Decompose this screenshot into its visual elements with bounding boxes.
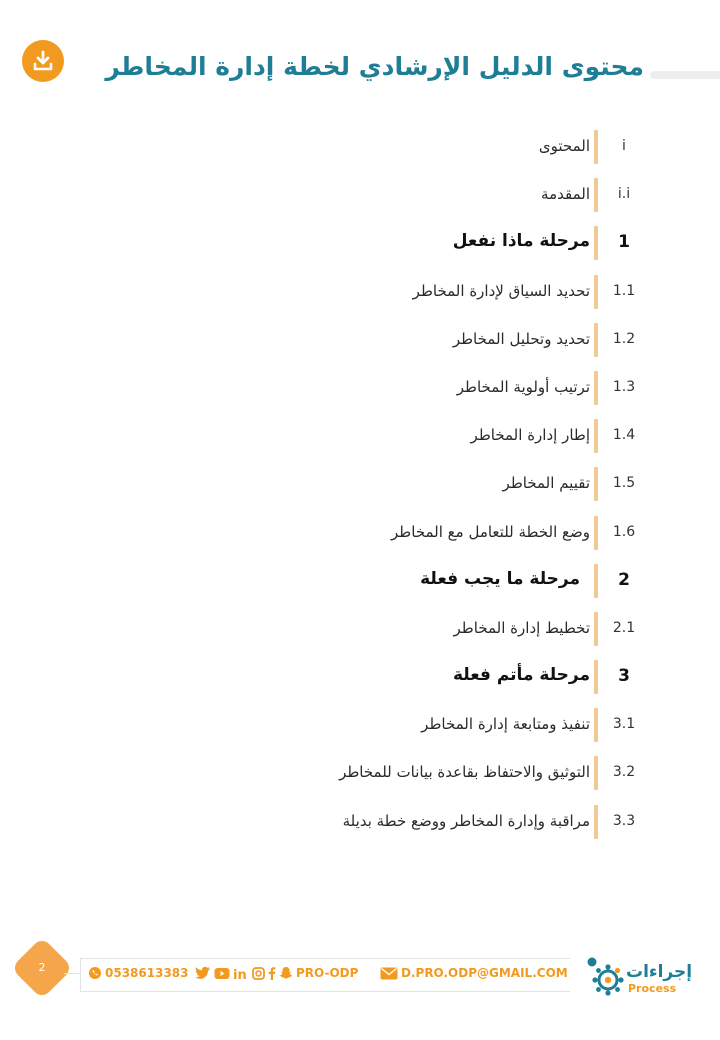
toc-divider-bar: [594, 708, 598, 742]
title-decoration-bar: [650, 71, 720, 79]
email-contact[interactable]: [380, 966, 568, 980]
toc-number: 1.1: [612, 282, 636, 299]
phone-contact[interactable]: [88, 966, 189, 980]
toc-divider-bar: [594, 226, 598, 260]
toc-row[interactable]: [0, 803, 720, 851]
social-handle: PRO-ODP: [296, 966, 359, 980]
toc-divider-bar: [594, 612, 598, 646]
toc-number: 2: [618, 569, 630, 590]
linkedin-icon[interactable]: [233, 967, 249, 980]
toc-number: 3.1: [612, 716, 636, 733]
toc-row[interactable]: [0, 658, 720, 706]
toc-label: تخطيط إدارة المخاطر: [453, 618, 590, 637]
toc-divider-bar: [594, 178, 598, 212]
toc-row[interactable]: [0, 369, 720, 417]
toc-label: ترتيب أولوية المخاطر: [456, 377, 590, 396]
table-of-contents: [0, 128, 720, 851]
toc-row[interactable]: [0, 514, 720, 562]
toc-divider-bar: [594, 756, 598, 790]
toc-row[interactable]: [0, 754, 720, 802]
toc-label: وضع الخطة للتعامل مع المخاطر: [391, 522, 590, 541]
toc-divider-bar: [594, 130, 598, 164]
toc-number: 1.5: [612, 475, 636, 492]
page-title: محتوى الدليل الإرشادي لخطة إدارة المخاطر: [105, 52, 644, 81]
toc-label: تنفيذ ومتابعة إدارة المخاطر: [421, 715, 590, 734]
toc-row[interactable]: [0, 706, 720, 754]
page-number: 2: [38, 961, 46, 974]
svg-text:in: in: [233, 967, 247, 980]
toc-label: التوثيق والاحتفاظ بقاعدة بيانات للمخاطر: [339, 763, 590, 782]
toc-number: 1.2: [612, 330, 636, 347]
toc-divider-bar: [594, 660, 598, 694]
toc-label: المقدمة: [541, 185, 590, 204]
toc-number: 1: [618, 232, 630, 253]
download-button[interactable]: [22, 40, 64, 82]
twitter-icon[interactable]: [195, 966, 211, 980]
toc-label: تحديد السياق لإدارة المخاطر: [412, 281, 590, 300]
toc-row[interactable]: [0, 417, 720, 465]
mail-icon: [380, 967, 398, 980]
toc-label: تحديد وتحليل المخاطر: [452, 329, 590, 348]
toc-row[interactable]: [0, 465, 720, 513]
toc-divider-bar: [594, 467, 598, 501]
toc-label: إطار إدارة المخاطر: [470, 426, 590, 445]
toc-label: تقييم المخاطر: [502, 474, 590, 493]
toc-label: مرحلة ماذا نفعل: [452, 231, 590, 252]
social-links[interactable]: [195, 966, 358, 980]
logo-english-text: Process: [628, 982, 677, 995]
toc-number: 1.4: [612, 427, 636, 444]
toc-divider-bar: [594, 516, 598, 550]
toc-number: 1.6: [612, 523, 636, 540]
toc-number: 3.2: [612, 764, 636, 781]
toc-label: مرحلة مأتم فعلة: [452, 665, 590, 686]
page-number-badge: [11, 937, 73, 999]
toc-label: المحتوى: [538, 137, 590, 155]
toc-number: 3.3: [612, 812, 636, 829]
phone-number: 0538613383: [105, 966, 189, 980]
logo-arabic-text: إجراءات: [626, 962, 693, 982]
toc-row[interactable]: [0, 273, 720, 321]
toc-label: مرحلة ما يجب فعلة: [420, 568, 580, 589]
toc-row[interactable]: [0, 128, 720, 176]
toc-row[interactable]: [0, 224, 720, 272]
toc-row[interactable]: [0, 610, 720, 658]
toc-divider-bar: [594, 419, 598, 453]
youtube-icon[interactable]: [214, 967, 230, 980]
toc-row[interactable]: [0, 176, 720, 224]
instagram-icon[interactable]: [252, 967, 265, 980]
footer-connector-line: [64, 973, 80, 974]
email-address: D.PRO.ODP@GMAIL.COM: [401, 966, 568, 980]
toc-row[interactable]: [0, 321, 720, 369]
toc-number: 2.1: [612, 619, 636, 636]
toc-number: 3: [618, 666, 630, 687]
toc-number: i: [622, 138, 626, 154]
whatsapp-icon: [88, 966, 102, 980]
facebook-icon[interactable]: [268, 967, 276, 980]
snapchat-icon[interactable]: [279, 966, 293, 980]
download-icon: [31, 49, 55, 73]
toc-number: 1.3: [612, 378, 636, 395]
toc-divider-bar: [594, 275, 598, 309]
toc-label: مراقبة وإدارة المخاطر ووضع خطة بديلة: [342, 811, 590, 830]
toc-number: i.i: [617, 186, 631, 203]
toc-divider-bar: [594, 564, 598, 598]
toc-row[interactable]: [0, 562, 720, 610]
toc-divider-bar: [594, 323, 598, 357]
toc-divider-bar: [594, 805, 598, 839]
toc-divider-bar: [594, 371, 598, 405]
